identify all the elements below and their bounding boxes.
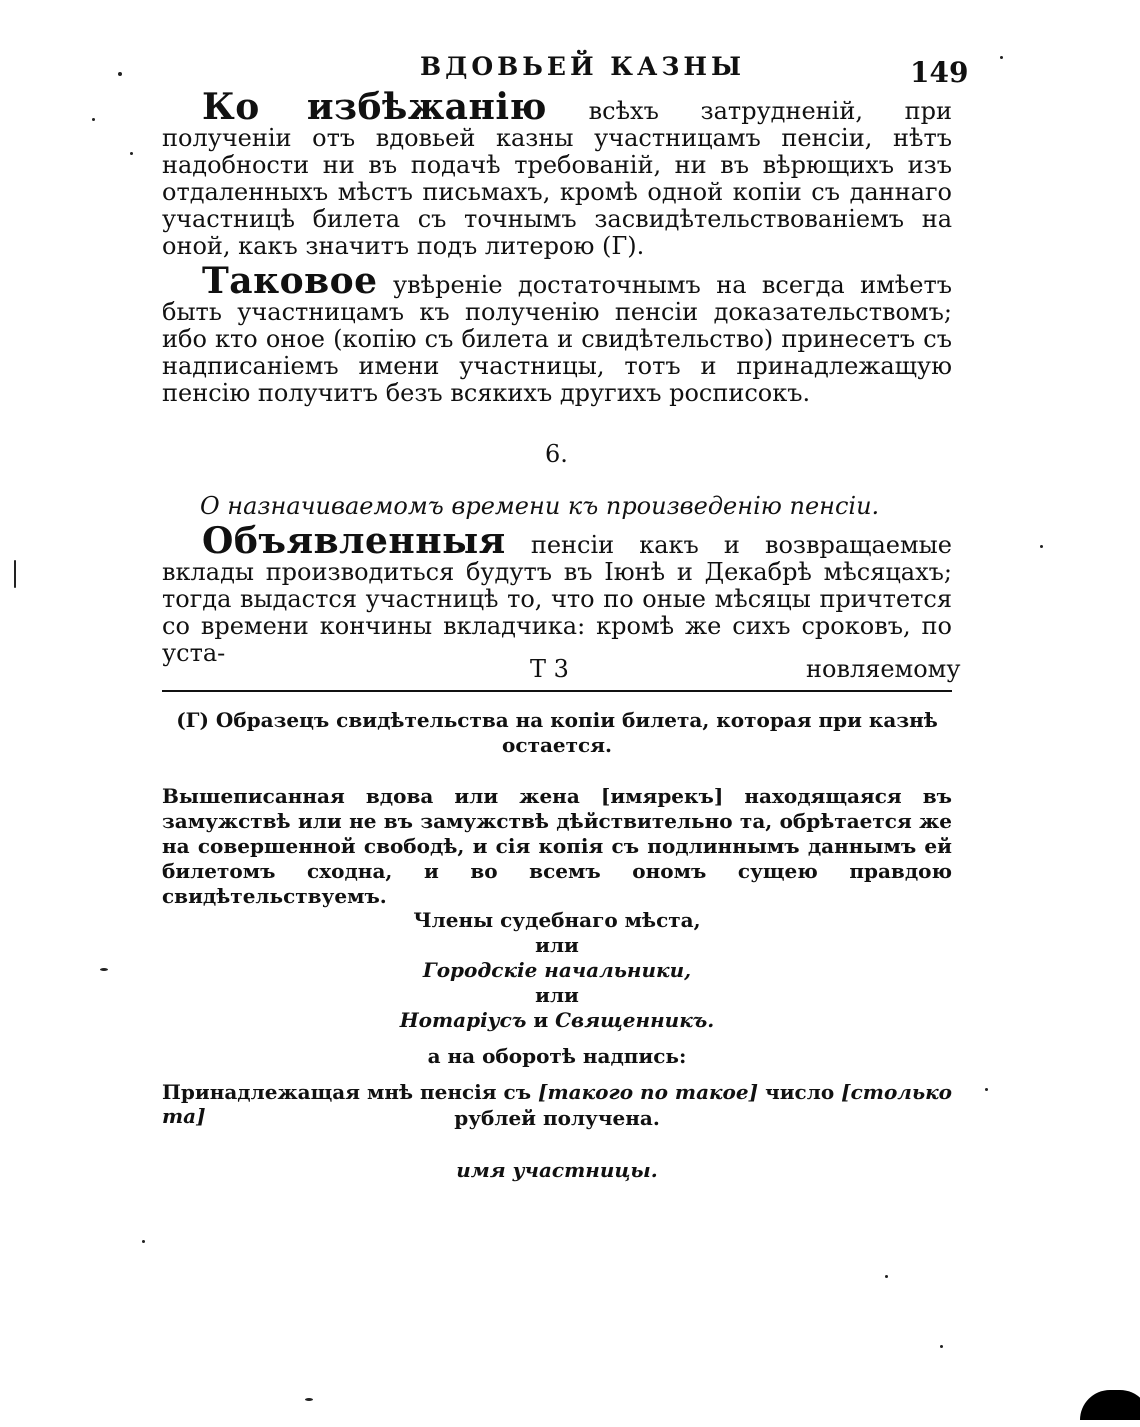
ink-speck xyxy=(940,1345,943,1348)
ink-speck xyxy=(100,968,108,971)
ink-speck xyxy=(305,1398,313,1401)
footnote-rule xyxy=(162,690,952,692)
paragraph-3-text: пенсіи какъ и возвращаемые вклады производиться будутъ въ Іюнѣ и Декабрѣ мѣсяцахъ; тогда выдастся участницѣ то, что по оные мѣсяцы причтется со времени кончины вкладчика: кромѣ же сихъ сроковъ, по уста- xyxy=(162,531,952,667)
reverse-inscription-label: а на оборотѣ надпись: xyxy=(427,1044,687,1068)
ink-speck xyxy=(1000,56,1003,59)
receipt-text-2: число xyxy=(765,1080,835,1104)
priest-label: Священникъ. xyxy=(555,1008,715,1032)
paragraph-1-text: всѣхъ затрудненій, при полученіи отъ вдовьей казны участницамъ пенсіи, нѣтъ надобности ни въ подачѣ требованій, ни въ вѣрющихъ изъ отдаленныхъ мѣстъ письмахъ, кромѣ одной копіи съ даннаго участницѣ билета съ точнымъ засвидѣтельствованіемъ на оной, какъ значитъ подъ литерою (Г). xyxy=(162,97,952,260)
signatories-or-1: или xyxy=(535,933,579,957)
ink-speck xyxy=(1040,545,1043,548)
ink-speck xyxy=(142,1240,145,1243)
paragraph-2-lead: Таковое xyxy=(202,260,378,302)
ink-speck xyxy=(92,118,95,121)
signatories-city-chiefs: Городскіе начальники, xyxy=(422,958,692,982)
catchword: новляемому xyxy=(806,655,961,683)
section-number: 6. xyxy=(545,440,568,468)
paragraph-1-lead: Ко избѣжанію xyxy=(202,86,547,128)
paragraph-2-text: увѣреніе достаточнымъ на всегда имѣетъ быть участницамъ къ полученію пенсіи доказательствомъ; ибо кто оное (копію съ билета и свидѣтельство) принесетъ съ надписаніемъ имени участницы, тотъ и принадлежащую пенсію получитъ безъ всякихъ другихъ росписокъ. xyxy=(162,271,952,407)
receipt-amount-placeholder: [столько та] xyxy=(162,1080,953,1128)
receipt-line-2: рублей получена. xyxy=(454,1106,660,1130)
signatories-members: Члены судебнаго мѣста, xyxy=(413,908,701,932)
signatories-notary xyxy=(162,1008,952,1032)
running-head: ВДОВЬЕЙ КАЗНЫ xyxy=(420,52,746,81)
paragraph-1 xyxy=(162,86,952,272)
signature-mark: Т 3 xyxy=(530,655,569,683)
footnote-body: Вышеписанная вдова или жена [имярекъ] находящаяся въ замужствѣ или не въ замужствѣ дѣйствительно та, обрѣтается же на совершенной свободѣ, и сія копія съ подлиннымъ даннымъ ей билетомъ сходна, и во всемъ ономъ сущею правдою свидѣтельствуемъ. xyxy=(162,784,952,908)
paragraph-2 xyxy=(162,260,952,419)
receipt-text-1: Принадлежащая мнѣ пенсія съ xyxy=(162,1080,532,1104)
ink-speck xyxy=(118,72,122,76)
receipt-date-placeholder: [такого по такое] xyxy=(538,1080,759,1104)
ink-blot xyxy=(1080,1390,1140,1420)
footnote-heading: (Г) Образецъ свидѣтельства на копіи билета, которая при казнѣ остается. xyxy=(176,708,938,757)
ink-speck xyxy=(130,152,133,155)
signatories-or-2: или xyxy=(535,983,579,1007)
ink-speck xyxy=(14,560,16,588)
ink-speck xyxy=(985,1088,988,1091)
notary-label: Нотаріусъ xyxy=(399,1008,527,1032)
paragraph-3-lead: Объявленныя xyxy=(202,520,506,562)
notary-and: и xyxy=(533,1008,549,1032)
section-title: О назначиваемомъ времени къ произведенію пенсіи. xyxy=(200,492,880,520)
page-number: 149 xyxy=(910,56,969,89)
participant-name-line: имя участницы. xyxy=(456,1158,658,1182)
ink-speck xyxy=(885,1275,888,1278)
